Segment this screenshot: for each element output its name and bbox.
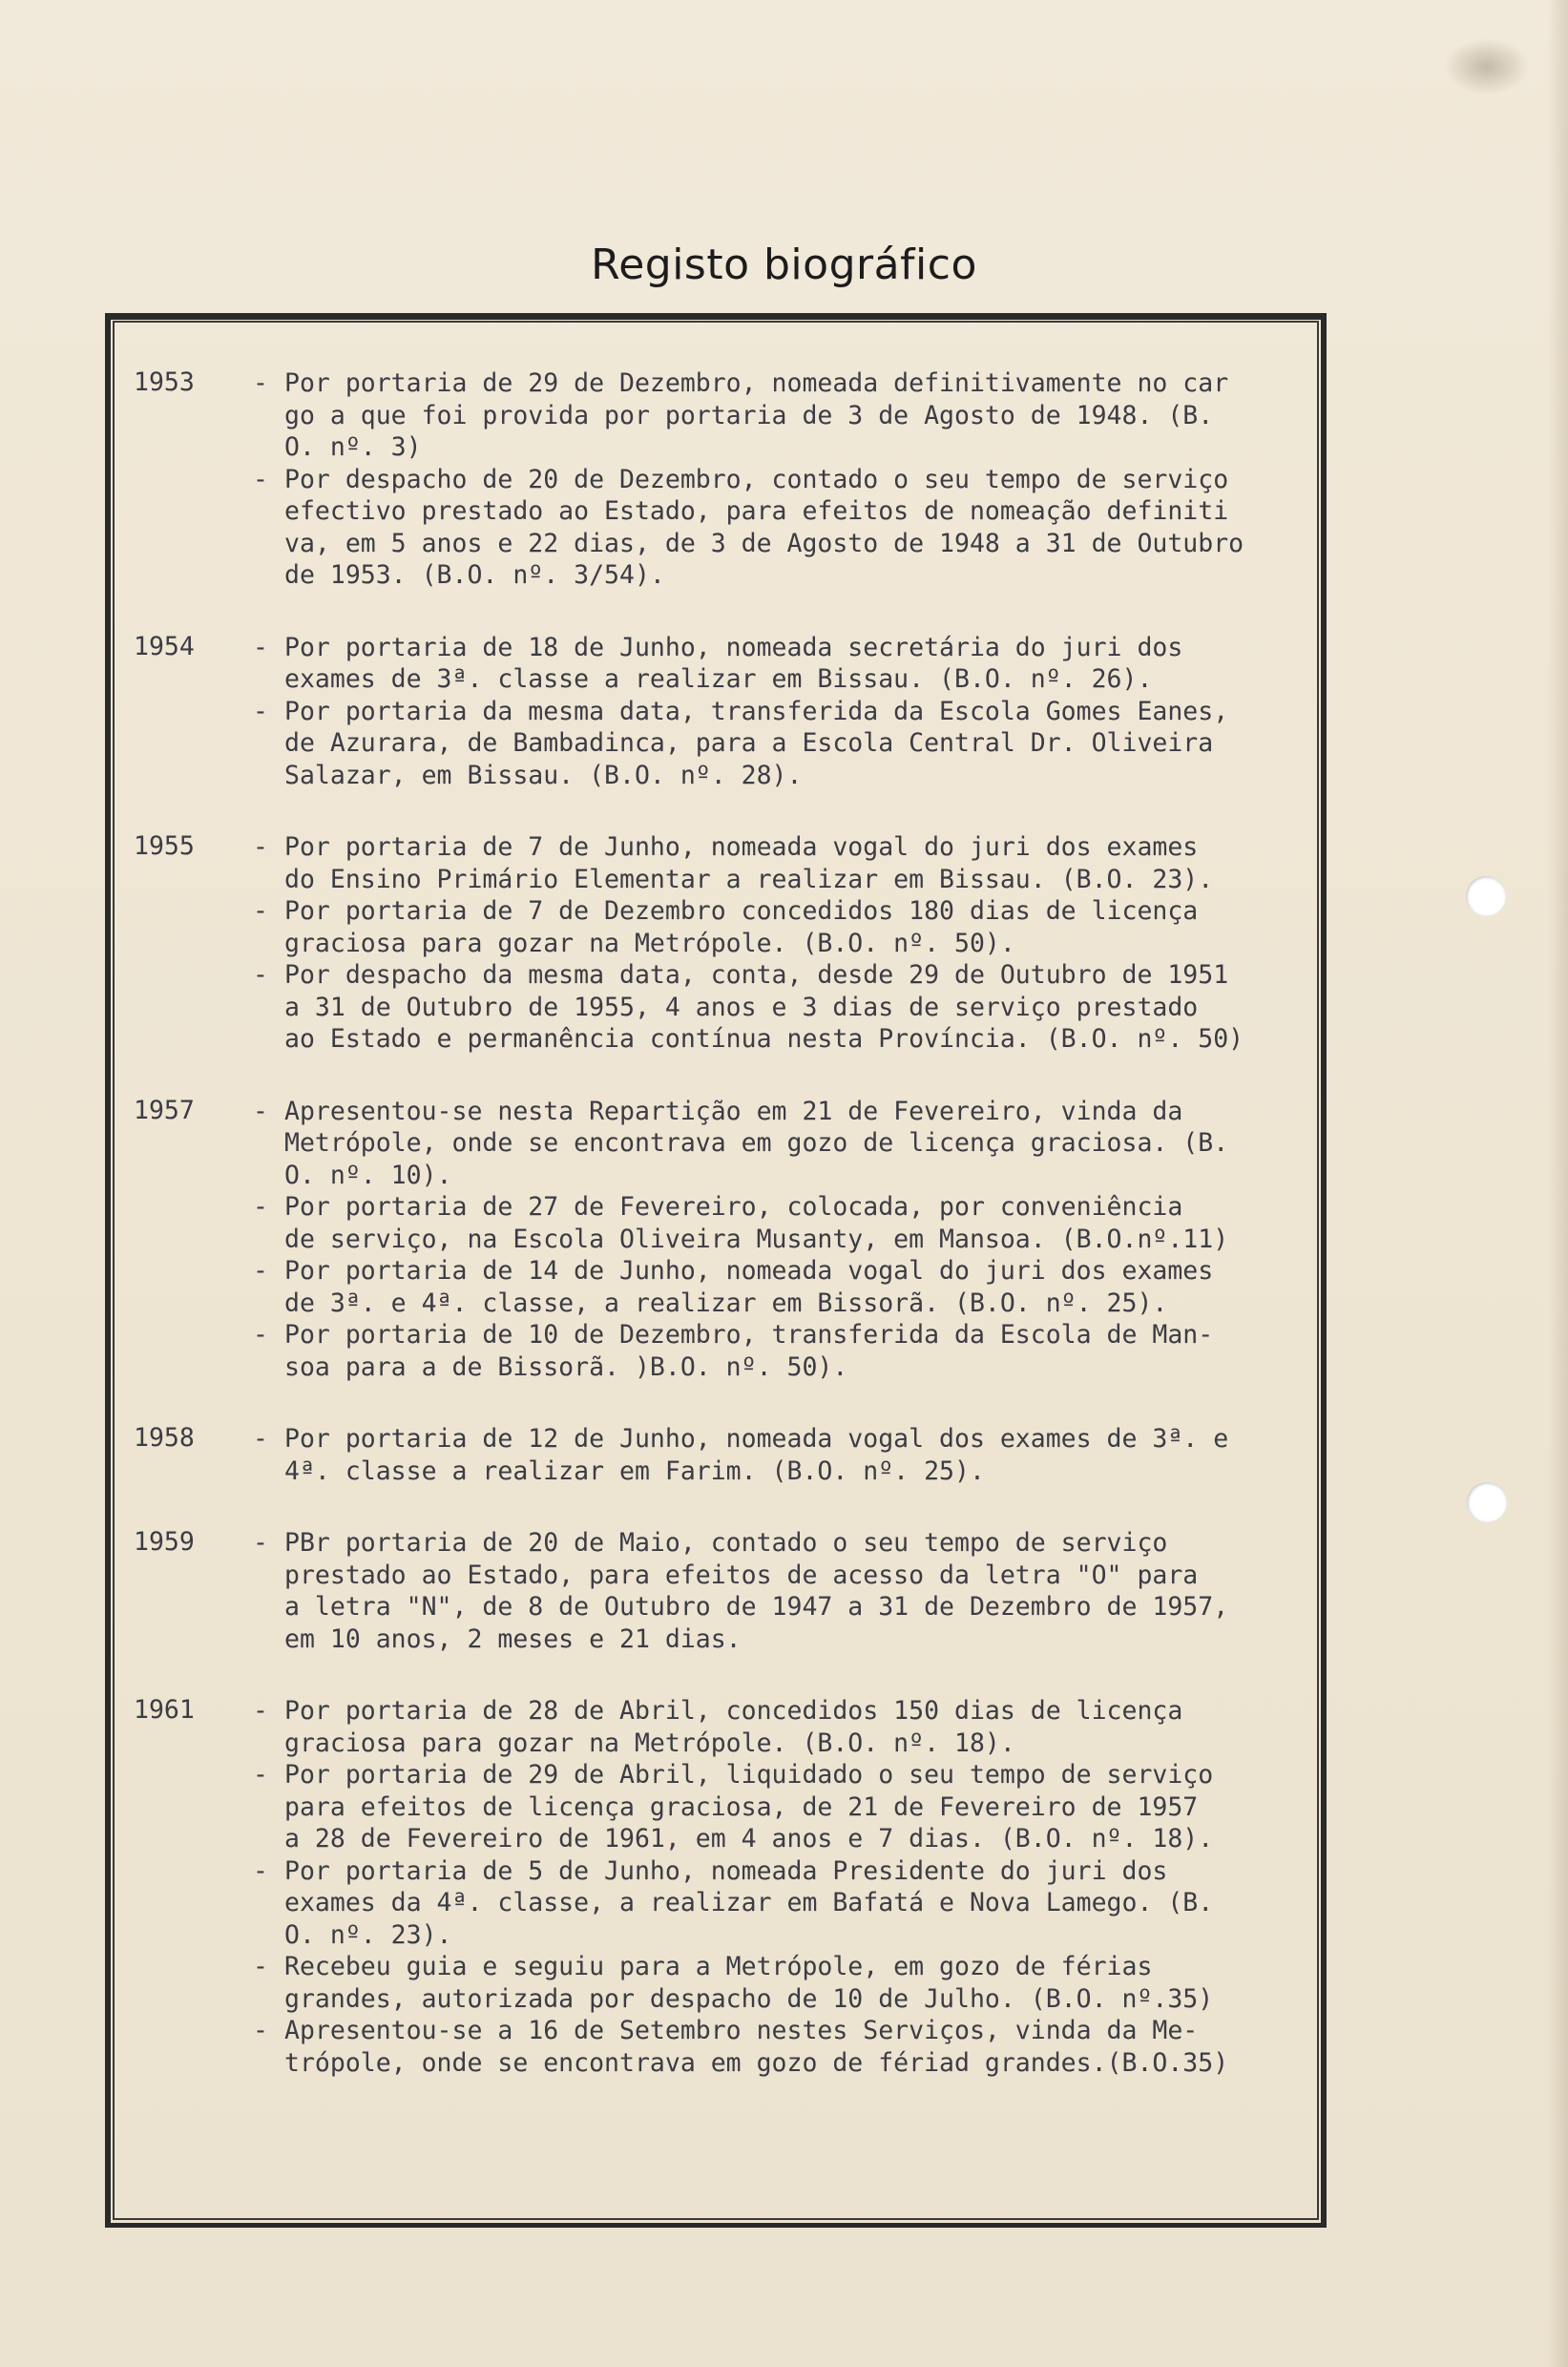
entry-item: - Por portaria de 28 de Abril, concedidos 150 dias de licença graciosa para gozar na Metrópole. (B.O. nº. 18). bbox=[253, 1696, 1183, 1758]
entry-item: - Por portaria de 7 de Dezembro concedidos 180 dias de licença graciosa para gozar na Metrópole. (B.O. nº. 50). bbox=[253, 896, 1199, 958]
entry-item: - Recebeu guia e seguiu para a Metrópole, em gozo de férias grandes, autorizada por despacho de 10 de Julho. (B.O. nº.35) bbox=[253, 1952, 1214, 2014]
entry-item-text: Por portaria de 14 de Junho, nomeada vogal do juri dos exames de 3ª. e 4ª. classe, a realizar em Bissorã. (B.O. nº. 25). bbox=[284, 1256, 1214, 1318]
entry-item: - Por despacho da mesma data, conta, desde 29 de Outubro de 1951 a 31 de Outubro de 1955, 4 anos e 3 dias de serviço prestado ao Estado e permanência contínua nesta Província. (B.O. nº. 50) bbox=[253, 960, 1244, 1054]
entry-1953 bbox=[134, 367, 1322, 592]
entry-item-text: Por portaria de 29 de Dezembro, nomeada definitivamente no car go a que foi provida por portaria de 3 de Agosto de 1948. (B. O. nº. 3) bbox=[284, 368, 1229, 462]
entry-item-text: Por portaria de 29 de Abril, liquidado o seu tempo de serviço para efeitos de licença graciosa, de 21 de Fevereiro de 1957 a 28 de Fevereiro de 1961, em 4 anos e 7 dias. (B.O. nº. 18). bbox=[284, 1760, 1214, 1854]
entry-item: - Por portaria de 27 de Fevereiro, colocada, por conveniência de serviço, na Escola Oliveira Musanty, em Mansoa. (B.O.nº.11) bbox=[253, 1192, 1229, 1254]
entry-1954 bbox=[134, 632, 1322, 792]
entry-item: - Por portaria de 7 de Junho, nomeada vogal do juri dos exames do Ensino Primário Elementar a realizar em Bissau. (B.O. 23). bbox=[253, 832, 1214, 894]
entry-year: 1958 bbox=[134, 1423, 195, 1453]
entry-item: - Por portaria de 18 de Junho, nomeada secretária do juri dos exames de 3ª. classe a realizar em Bissau. (B.O. nº. 26). bbox=[253, 632, 1183, 694]
entry-year: 1954 bbox=[134, 631, 195, 661]
entry-item: - Por portaria de 29 de Abril, liquidado o seu tempo de serviço para efeitos de licença graciosa, de 21 de Fevereiro de 1957 a 28 de Fevereiro de 1961, em 4 anos e 7 dias. (B.O. nº. 18). bbox=[253, 1760, 1214, 1854]
entry-year: 1961 bbox=[134, 1695, 195, 1725]
entries-list bbox=[134, 367, 1322, 2119]
entry-item: - Apresentou-se a 16 de Setembro nestes Serviços, vinda da Me- trópole, onde se encontrava em gozo de fériad grandes.(B.O.35) bbox=[253, 2016, 1229, 2078]
entry-item: - PBr portaria de 20 de Maio, contado o seu tempo de serviço prestado ao Estado, para efeitos de acesso da letra "O" para a letra "N", de 8 de Outubro de 1947 a 31 de Dezembro de 1957, em 10 anos, 2 meses e 21 dias. bbox=[253, 1528, 1229, 1654]
entry-item: - Por portaria de 29 de Dezembro, nomeada definitivamente no car go a que foi provida por portaria de 3 de Agosto de 1948. (B. O. nº. 3) bbox=[253, 368, 1229, 462]
entry-item-text: Por portaria de 10 de Dezembro, transferida da Escola de Man- soa para a de Bissorã. )B.O. nº. 50). bbox=[284, 1320, 1214, 1382]
entry-item-text: Por portaria de 7 de Dezembro concedidos 180 dias de licença graciosa para gozar na Metrópole. (B.O. nº. 50). bbox=[284, 896, 1199, 958]
entry-item-text: PBr portaria de 20 de Maio, contado o seu tempo de serviço prestado ao Estado, para efeitos de acesso da letra "O" para a letra "N", de 8 de Outubro de 1947 a 31 de Dezembro de 1957, em 10 anos, 2 meses e 21 dias. bbox=[284, 1528, 1229, 1654]
entry-item: - Apresentou-se nesta Repartição em 21 de Fevereiro, vinda da Metrópole, onde se encontrava em gozo de licença graciosa. (B. O. nº. 10). bbox=[253, 1096, 1229, 1190]
entry-item-text: Por despacho de 20 de Dezembro, contado o seu tempo de serviço efectivo prestado ao Estado, para efeitos de nomeação definiti va, em 5 anos e 22 dias, de 3 de Agosto de 1948 a 31 de Outubro de 1953. (B.O. nº. 3/54). bbox=[284, 464, 1244, 590]
entry-item-text: Por portaria de 27 de Fevereiro, colocada, por conveniência de serviço, na Escola Oliveira Musanty, em Mansoa. (B.O.nº.11) bbox=[284, 1192, 1229, 1254]
entry-item-text: Por portaria de 28 de Abril, concedidos 150 dias de licença graciosa para gozar na Metrópole. (B.O. nº. 18). bbox=[284, 1696, 1183, 1758]
entry-item: - Por portaria da mesma data, transferida da Escola Gomes Eanes, de Azurara, de Bambadinca, para a Escola Central Dr. Oliveira Salazar, em Bissau. (B.O. nº. 28). bbox=[253, 696, 1229, 790]
entry-item-text: Por portaria de 18 de Junho, nomeada secretária do juri dos exames de 3ª. classe a realizar em Bissau. (B.O. nº. 26). bbox=[284, 632, 1183, 694]
paper-edge-shadow bbox=[1547, 0, 1568, 2367]
entry-item-text: Por portaria de 12 de Junho, nomeada vogal dos exames de 3ª. e 4ª. classe a realizar em Farim. (B.O. nº. 25). bbox=[284, 1424, 1229, 1486]
entry-item-text: Recebeu guia e seguiu para a Metrópole, em gozo de férias grandes, autorizada por despacho de 10 de Julho. (B.O. nº.35) bbox=[284, 1952, 1214, 2014]
entry-item: - Por portaria de 12 de Junho, nomeada vogal dos exames de 3ª. e 4ª. classe a realizar em Farim. (B.O. nº. 25). bbox=[253, 1424, 1229, 1486]
entry-1955 bbox=[134, 831, 1322, 1056]
page-title: Registo biográfico bbox=[591, 241, 977, 289]
entry-item: - Por portaria de 10 de Dezembro, transferida da Escola de Man- soa para a de Bissorã. )B.O. nº. 50). bbox=[253, 1320, 1214, 1382]
paper-stain bbox=[1444, 38, 1530, 95]
entry-item-text: Por despacho da mesma data, conta, desde 29 de Outubro de 1951 a 31 de Outubro de 1955, 4 anos e 3 dias de serviço prestado ao Estado e permanência contínua nesta Província. (B.O. nº. 50) bbox=[284, 960, 1244, 1054]
entry-year: 1957 bbox=[134, 1095, 195, 1125]
entry-item-text: Apresentou-se nesta Repartição em 21 de Fevereiro, vinda da Metrópole, onde se encontrava em gozo de licença graciosa. (B. O. nº. 10). bbox=[284, 1096, 1229, 1190]
entry-year: 1955 bbox=[134, 831, 195, 861]
entry-year: 1953 bbox=[134, 367, 195, 397]
entry-item: - Por portaria de 14 de Junho, nomeada vogal do juri dos exames de 3ª. e 4ª. classe, a realizar em Bissorã. (B.O. nº. 25). bbox=[253, 1256, 1214, 1318]
entry-item: - Por portaria de 5 de Junho, nomeada Presidente do juri dos exames da 4ª. classe, a realizar em Bafatá e Nova Lamego. (B. O. nº. 23). bbox=[253, 1855, 1214, 1950]
entry-year: 1959 bbox=[134, 1527, 195, 1557]
entry-item-text: Por portaria da mesma data, transferida da Escola Gomes Eanes, de Azurara, de Bambadinca, para a Escola Central Dr. Oliveira Salazar, em Bissau. (B.O. nº. 28). bbox=[284, 696, 1229, 790]
entry-1961 bbox=[134, 1695, 1322, 2079]
entry-1957 bbox=[134, 1096, 1322, 1384]
entry-1958 bbox=[134, 1423, 1322, 1487]
entry-1959 bbox=[134, 1527, 1322, 1655]
entry-item-text: Por portaria de 7 de Junho, nomeada vogal do juri dos exames do Ensino Primário Elementar a realizar em Bissau. (B.O. 23). bbox=[284, 832, 1214, 894]
punch-hole-top bbox=[1466, 876, 1506, 916]
entry-item: - Por despacho de 20 de Dezembro, contado o seu tempo de serviço efectivo prestado ao Estado, para efeitos de nomeação definiti va, em 5 anos e 22 dias, de 3 de Agosto de 1948 a 31 de Outubro de 1953. (B.O. nº. 3/54). bbox=[253, 464, 1244, 590]
entry-item-text: Apresentou-se a 16 de Setembro nestes Serviços, vinda da Me- trópole, onde se encontrava em gozo de fériad grandes.(B.O.35) bbox=[284, 2016, 1229, 2078]
entry-item-text: Por portaria de 5 de Junho, nomeada Presidente do juri dos exames da 4ª. classe, a realizar em Bafatá e Nova Lamego. (B. O. nº. 23). bbox=[284, 1855, 1214, 1950]
punch-hole-bottom bbox=[1467, 1482, 1507, 1522]
